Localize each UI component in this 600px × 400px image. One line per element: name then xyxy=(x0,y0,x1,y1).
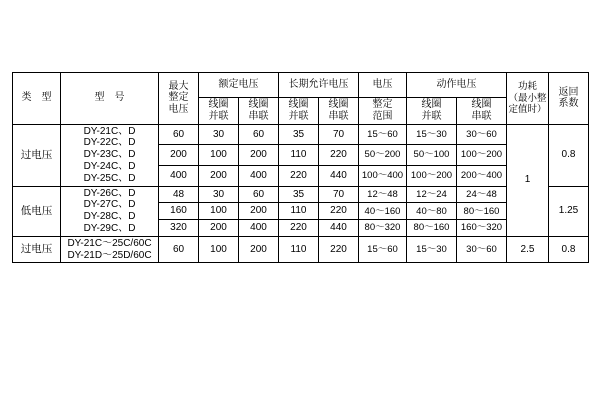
header-rated-voltage-group: 额定电压 xyxy=(199,73,279,98)
cell-action-parallel: 100～200 xyxy=(407,165,457,186)
cell-action-parallel: 12～24 xyxy=(407,186,457,203)
cell-long-series: 70 xyxy=(319,124,359,145)
model-line: DY-28C、D xyxy=(83,211,136,223)
model-line: DY-23C、D xyxy=(83,149,136,161)
header-voltage-setting-range xyxy=(359,98,407,125)
model-line: DY-27C、D xyxy=(83,199,136,211)
cell-long-parallel: 220 xyxy=(279,220,319,237)
cell-action-series: 24～48 xyxy=(457,186,507,203)
cell-rated-parallel: 200 xyxy=(199,220,239,237)
group-type-1: 低电压 xyxy=(13,186,61,236)
header-long-series xyxy=(319,98,359,125)
cell-long-parallel: 110 xyxy=(279,203,319,220)
header-action-series-line-2: 串联 xyxy=(471,110,492,122)
cell-rated-parallel: 100 xyxy=(199,236,239,263)
header-power-line-2: （最小整 xyxy=(508,92,547,104)
cell-voltage-range: 50～200 xyxy=(359,145,407,166)
cell-action-parallel: 40～80 xyxy=(407,203,457,220)
cell-rated-series: 400 xyxy=(239,165,279,186)
cell-max-voltage: 48 xyxy=(159,186,199,203)
cell-long-parallel: 110 xyxy=(279,236,319,263)
cell-long-series: 440 xyxy=(319,165,359,186)
header-type: 类 型 xyxy=(13,73,61,125)
header-rated-series-line-1: 线圈 xyxy=(248,99,269,110)
header-return-coefficient xyxy=(549,73,589,125)
header-voltage-range-line-1: 整定 xyxy=(372,99,393,110)
cell-action-series: 160～320 xyxy=(457,220,507,237)
cell-action-series: 80～160 xyxy=(457,203,507,220)
cell-rated-parallel: 100 xyxy=(199,203,239,220)
model-line: DY-24C、D xyxy=(83,160,136,172)
model-line: DY-25C、D xyxy=(83,172,136,184)
cell-rated-series: 60 xyxy=(239,186,279,203)
header-action-series-line-1: 线圈 xyxy=(471,99,492,110)
cell-action-parallel: 80～160 xyxy=(407,220,457,237)
cell-voltage-range: 40～160 xyxy=(359,203,407,220)
group-models-2 xyxy=(61,236,159,263)
cell-voltage-range: 15～60 xyxy=(359,124,407,145)
header-long-allow-voltage-group: 长期允许电压 xyxy=(279,73,359,98)
cell-return-coefficient-2: 0.8 xyxy=(549,236,589,263)
header-return-line-1: 返回 xyxy=(558,86,579,98)
cell-action-parallel: 50～100 xyxy=(407,145,457,166)
cell-rated-series: 400 xyxy=(239,220,279,237)
cell-rated-parallel: 200 xyxy=(199,165,239,186)
header-max-setting-voltage xyxy=(159,73,199,125)
header-return-line-2: 系数 xyxy=(558,98,579,110)
cell-long-parallel: 35 xyxy=(279,186,319,203)
header-rated-parallel xyxy=(199,98,239,125)
cell-long-parallel: 110 xyxy=(279,145,319,166)
cell-voltage-range: 100～400 xyxy=(359,165,407,186)
specification-table xyxy=(12,72,589,263)
header-power-line-3: 定值时） xyxy=(508,103,547,115)
header-rated-parallel-line-1: 线圈 xyxy=(208,99,229,110)
group-type-2: 过电压 xyxy=(13,236,61,263)
header-action-parallel xyxy=(407,98,457,125)
header-action-parallel-line-1: 线圈 xyxy=(421,99,442,110)
model-line: DY-22C、D xyxy=(83,137,136,149)
cell-long-series: 220 xyxy=(319,236,359,263)
model-line: DY-21C、D xyxy=(83,125,136,137)
table-row xyxy=(13,186,589,203)
cell-max-voltage: 320 xyxy=(159,220,199,237)
cell-long-series: 440 xyxy=(319,220,359,237)
cell-voltage-range: 80～320 xyxy=(359,220,407,237)
group-models-0 xyxy=(61,124,159,186)
model-line: DY-29C、D xyxy=(83,222,136,234)
cell-max-voltage: 60 xyxy=(159,124,199,145)
header-power-consumption xyxy=(507,73,549,125)
group-models-1 xyxy=(61,186,159,236)
cell-power-consumption-0: 1 xyxy=(507,124,549,236)
cell-action-parallel: 15～30 xyxy=(407,124,457,145)
cell-rated-parallel: 30 xyxy=(199,124,239,145)
cell-long-series: 220 xyxy=(319,145,359,166)
cell-long-series: 220 xyxy=(319,203,359,220)
header-voltage-group: 电压 xyxy=(359,73,407,98)
cell-rated-series: 60 xyxy=(239,124,279,145)
header-rated-parallel-line-2: 并联 xyxy=(208,110,229,122)
cell-action-parallel: 15～30 xyxy=(407,236,457,263)
model-line: DY-21C～25C/60C xyxy=(67,237,152,249)
cell-rated-series: 200 xyxy=(239,145,279,166)
table-row xyxy=(13,236,589,263)
cell-long-parallel: 220 xyxy=(279,165,319,186)
header-long-parallel-line-1: 线圈 xyxy=(288,99,309,110)
cell-action-series: 100～200 xyxy=(457,145,507,166)
header-max-line-2: 整定 xyxy=(168,92,189,104)
header-max-line-3: 电压 xyxy=(168,104,189,116)
header-max-line-1: 最大 xyxy=(168,80,189,92)
cell-rated-parallel: 30 xyxy=(199,186,239,203)
cell-action-series: 30～60 xyxy=(457,124,507,145)
cell-rated-series: 200 xyxy=(239,203,279,220)
header-long-series-line-2: 串联 xyxy=(328,110,349,122)
header-rated-series xyxy=(239,98,279,125)
header-rated-series-line-2: 串联 xyxy=(248,110,269,122)
header-action-parallel-line-2: 并联 xyxy=(421,110,442,122)
cell-voltage-range: 15～60 xyxy=(359,236,407,263)
cell-action-series: 200～400 xyxy=(457,165,507,186)
cell-max-voltage: 160 xyxy=(159,203,199,220)
header-model: 型 号 xyxy=(61,73,159,125)
table-body xyxy=(13,124,589,263)
model-line: DY-26C、D xyxy=(83,187,136,199)
table-row xyxy=(13,124,589,145)
header-long-parallel xyxy=(279,98,319,125)
group-type-0: 过电压 xyxy=(13,124,61,186)
cell-max-voltage: 200 xyxy=(159,145,199,166)
header-power-line-1: 功耗 xyxy=(517,81,537,93)
header-action-series xyxy=(457,98,507,125)
header-voltage-range-line-2: 范围 xyxy=(372,110,393,122)
cell-rated-parallel: 100 xyxy=(199,145,239,166)
header-long-parallel-line-2: 并联 xyxy=(288,110,309,122)
cell-power-consumption-2: 2.5 xyxy=(507,236,549,263)
header-row-1 xyxy=(13,73,589,98)
cell-return-coefficient-0: 0.8 xyxy=(549,124,589,186)
cell-action-series: 30～60 xyxy=(457,236,507,263)
cell-voltage-range: 12～48 xyxy=(359,186,407,203)
model-line: DY-21D～25D/60C xyxy=(67,249,152,261)
header-action-voltage-group: 动作电压 xyxy=(407,73,507,98)
cell-rated-series: 200 xyxy=(239,236,279,263)
table-header xyxy=(13,73,589,125)
cell-max-voltage: 60 xyxy=(159,236,199,263)
cell-long-series: 70 xyxy=(319,186,359,203)
cell-max-voltage: 400 xyxy=(159,165,199,186)
cell-return-coefficient-1: 1.25 xyxy=(549,186,589,236)
cell-long-parallel: 35 xyxy=(279,124,319,145)
header-long-series-line-1: 线圈 xyxy=(328,99,349,110)
